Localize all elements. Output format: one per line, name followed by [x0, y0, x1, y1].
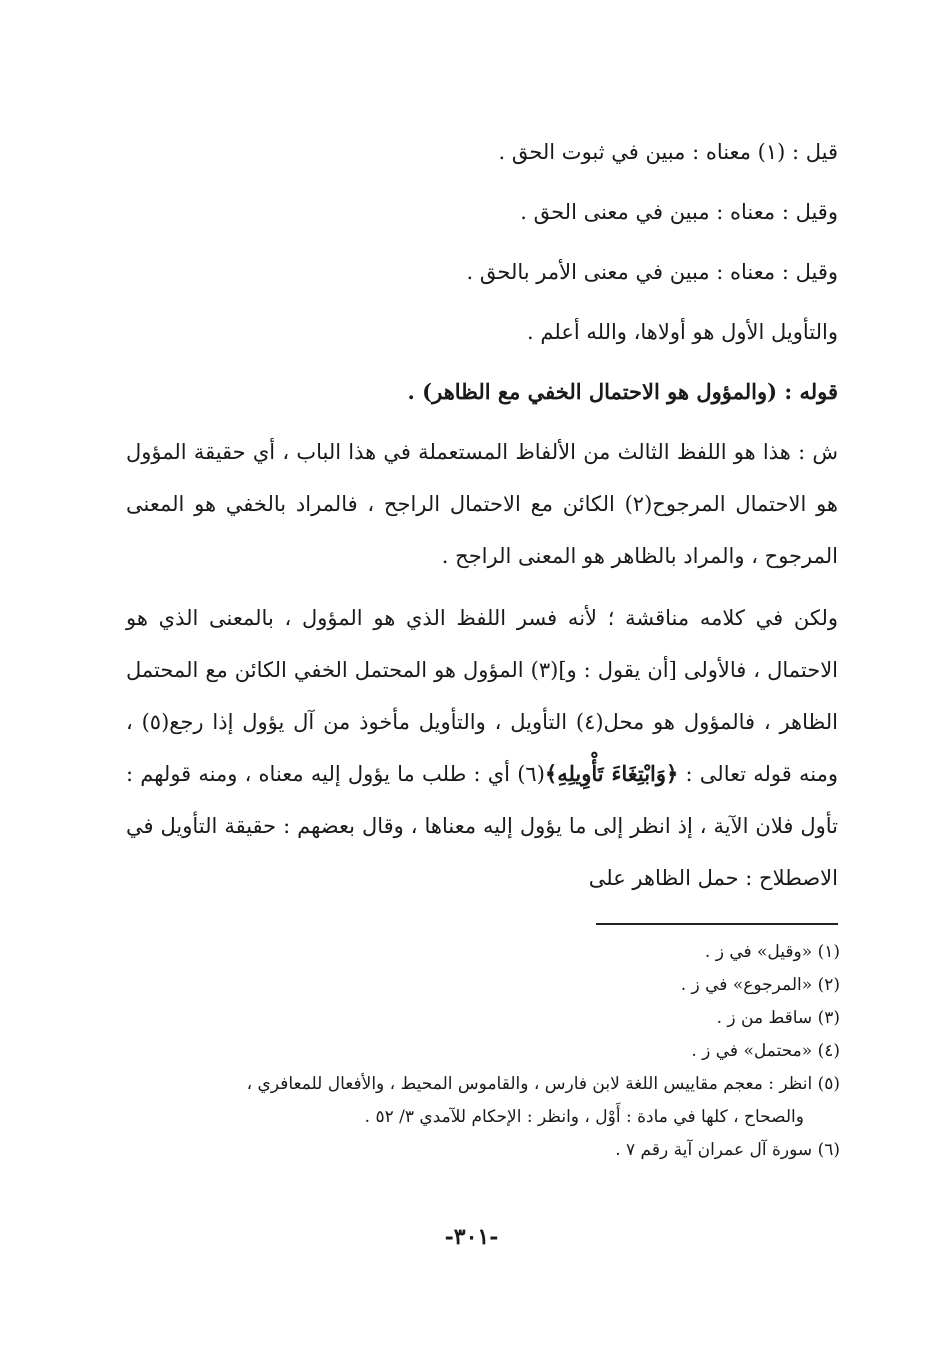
paragraph-1: ش : هذا هو اللفظ الثالث من الألفاظ المستعملة في هذا الباب ، أي حقيقة المؤول هو الاحتمال المرجوح(٢) الكائن مع الاحتمال الراجح ، فالمراد بالخفي هو المعنى المرجوح ، والمراد بالظاهر هو المعنى الراجح . [126, 440, 838, 568]
footnote-5 [120, 1068, 840, 1134]
footnote-6 [120, 1134, 840, 1167]
text-line-1: قيل : (١) معناه : مبين في ثبوت الحق . [498, 140, 838, 164]
footnote-3 [120, 1002, 840, 1035]
footnote-text: (٢) «المرجوع» في ز . [680, 975, 840, 995]
text-line-4: والتأويل الأول هو أولاها، والله أعلم . [527, 320, 838, 344]
paragraph-2-part-1: ولكن في كلامه مناقشة ؛ لأنه فسر اللفظ الذي هو المؤول ، بالمعنى الذي هو الاحتمال ، فالأولى [أن يقول : و](٣) المؤول هو المحتمل الخفي الكائن مع المحتمل الظاهر ، فالمؤول هو محل(٤) التأويل ، والتأويل مأخوذ من آل يؤول إذا رجع(٥) ، ومنه قوله تعالى : [126, 606, 839, 786]
footnote-text: (٦) سورة آل عمران آية رقم ٧ . [615, 1140, 840, 1160]
footnote-2 [120, 969, 840, 1002]
footnote-continuation: والصحاح ، كلها في مادة : أَوْل ، وانظر : الإحكام للآمدي ٣/ ٥٢ . [364, 1107, 804, 1127]
text-line-2: وقيل : معناه : مبين في معنى الحق . [520, 200, 838, 224]
quran-quote: ﴿وَابْتِغَاءَ تَأْوِيلِهِ﴾ [544, 761, 679, 786]
footnote-divider [596, 923, 838, 925]
footnote-text: (٥) انظر : معجم مقاييس اللغة لابن فارس ، والقاموس المحيط ، والأفعال للمعافري ، [246, 1074, 840, 1094]
footnotes [120, 936, 840, 1167]
footnote-text: (١) «وقيل» في ز . [704, 942, 840, 962]
footnote-text: (٣) ساقط من ز . [716, 1008, 840, 1028]
page-number: -٣٠١- [444, 1224, 499, 1250]
footnote-1 [120, 936, 840, 969]
section-heading: قوله : (والمؤول هو الاحتمال الخفي مع الظاهر) . [407, 379, 838, 404]
paragraph-2 [126, 592, 838, 904]
text-line-3: وقيل : معناه : مبين في معنى الأمر بالحق . [466, 260, 838, 284]
footnote-text: (٤) «محتمل» في ز . [691, 1041, 840, 1061]
main-text [126, 122, 838, 904]
footnote-4 [120, 1035, 840, 1068]
paragraph-2-part-2: (٦) أي : طلب ما يؤول إليه معناه ، ومنه قولهم : تأول فلان الآية ، إذ انظر إلى ما يؤول إليه معناها ، وقال بعضهم : حقيقة التأويل في الاصطلاح : حمل الظاهر على [126, 762, 838, 890]
